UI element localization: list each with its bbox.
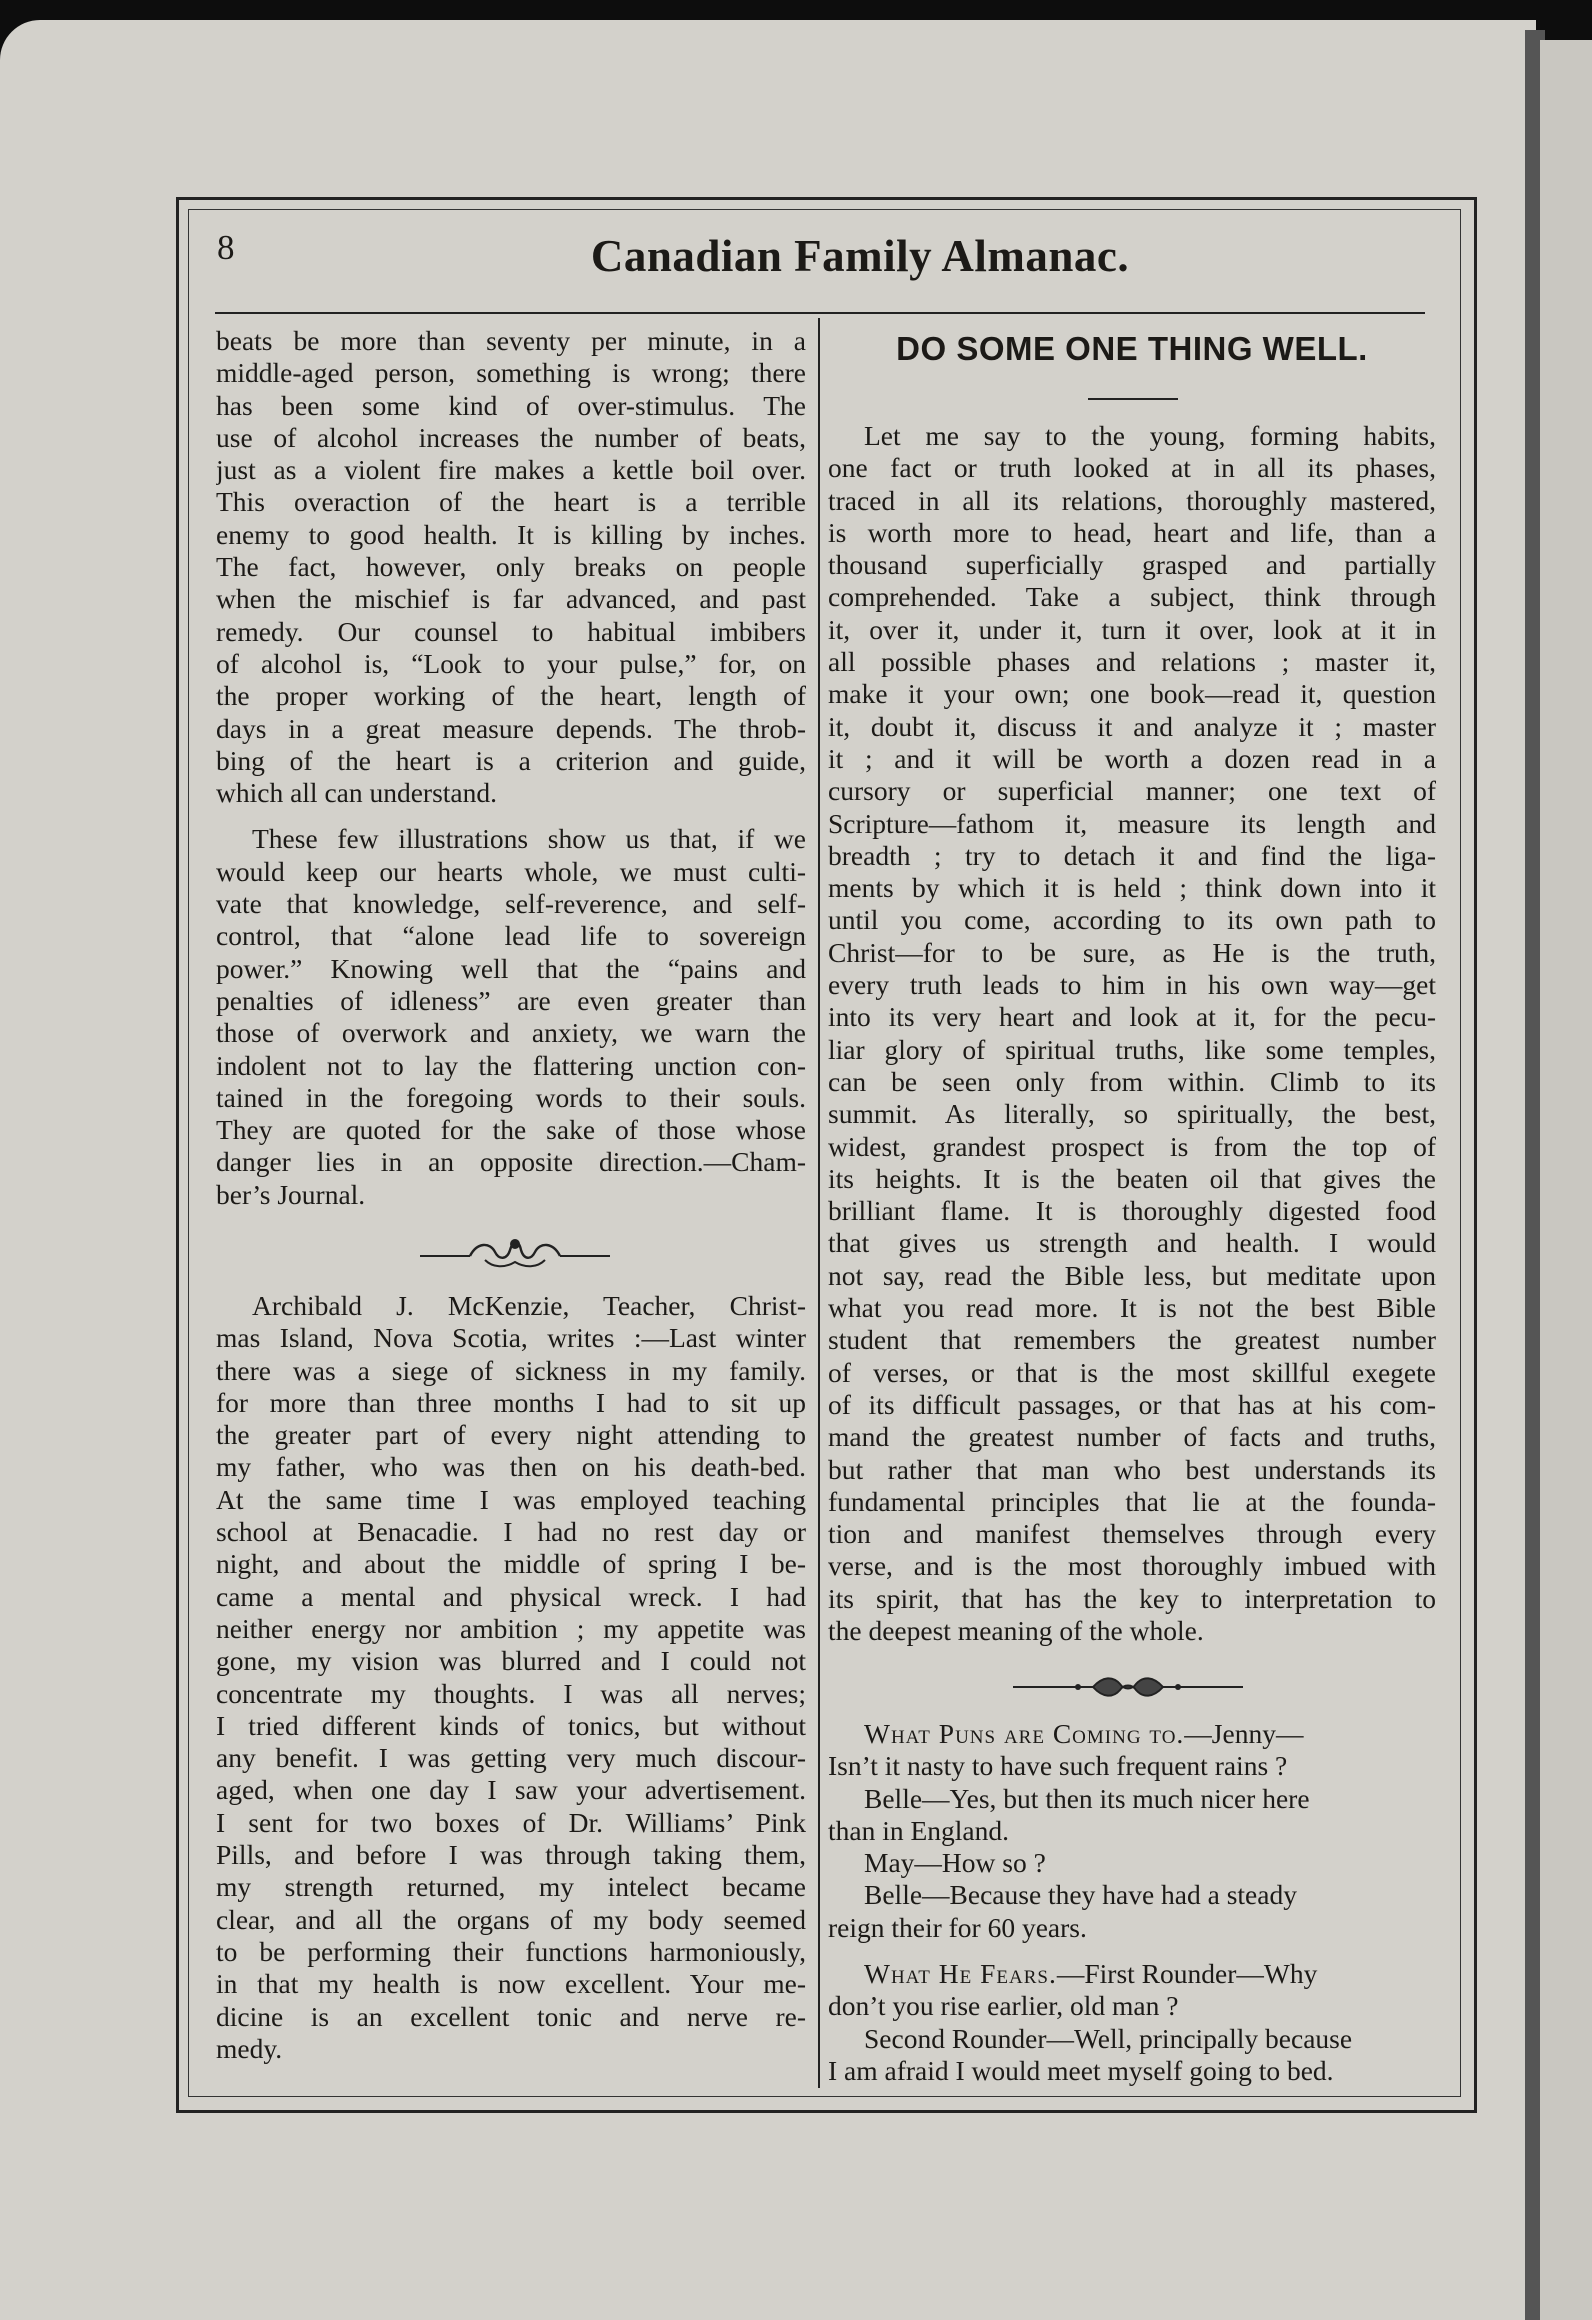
text-line: to be performing their functions harmoniously, xyxy=(216,1935,806,1967)
fears-title: What He Fears. xyxy=(864,1958,1057,1990)
text-line: The fact, however, only breaks on people xyxy=(216,551,806,583)
puns-may: May—How so ? xyxy=(864,1847,1046,1879)
text-line: the greater part of every night attending to xyxy=(216,1419,806,1451)
puns-line1-rest: —Jenny— xyxy=(1184,1718,1304,1749)
puns-first-line xyxy=(828,1718,1436,1750)
text-line: Christ—for to be sure, as He is the truth, xyxy=(828,936,1436,968)
text-line: of verses, or that is the most skillful exegete xyxy=(828,1356,1436,1388)
puns-belle2a: Belle—Because they have had a steady xyxy=(864,1879,1297,1911)
text-line: dicine is an excellent tonic and nerve re- xyxy=(216,2000,806,2032)
text-line: At the same time I was employed teaching xyxy=(216,1483,806,1515)
page-number: 8 xyxy=(217,228,235,267)
text-line: but rather that man who best understands its xyxy=(828,1453,1436,1485)
text-line: its spirit, that has the key to interpretation to xyxy=(828,1582,1436,1614)
text-line: summit. As literally, so spiritually, the best, xyxy=(828,1098,1436,1130)
illustrations-paragraph xyxy=(216,823,806,1211)
text-line: vate that knowledge, self-reverence, and self- xyxy=(216,888,806,920)
text-line: bing of the heart is a criterion and guide, xyxy=(216,744,806,776)
left-column xyxy=(216,325,806,1211)
text-line: into its very heart and look at it, for the pecu- xyxy=(828,1001,1436,1033)
text-line: concentrate my thoughts. I was all nerves; xyxy=(216,1677,806,1709)
puns-belle1a: Belle—Yes, but then its much nicer here xyxy=(864,1782,1310,1814)
text-line: has been some kind of over-stimulus. The xyxy=(216,389,806,421)
text-line: night, and about the middle of spring I be- xyxy=(216,1548,806,1580)
text-line: what you read more. It is not the best Bible xyxy=(828,1292,1436,1324)
text-line: ments by which it is held ; think down into it xyxy=(828,872,1436,904)
text-line: those of overwork and anxiety, we warn the xyxy=(216,1017,806,1049)
text-line: of alcohol is, “Look to your pulse,” for, on xyxy=(216,647,806,679)
text-line: Scripture—fathom it, measure its length and xyxy=(828,807,1436,839)
text-line: remedy. Our counsel to habitual imbibers xyxy=(216,615,806,647)
testimonial-column xyxy=(216,1290,806,2065)
text-line: cursory or superficial manner; one text of xyxy=(828,775,1436,807)
text-line: mas Island, Nova Scotia, writes :—Last winter xyxy=(216,1322,806,1354)
text-line: control, that “alone lead life to sovereign xyxy=(216,920,806,952)
text-line: breadth ; try to detach it and find the liga- xyxy=(828,839,1436,871)
text-line: of its difficult passages, or that has at his com- xyxy=(828,1388,1436,1420)
text-line: came a mental and physical wreck. I had xyxy=(216,1580,806,1612)
text-line: mand the greatest number of facts and truths, xyxy=(828,1421,1436,1453)
article-paragraph xyxy=(828,420,1436,1647)
puns-belle1b: than in England. xyxy=(828,1814,1010,1846)
text-line: middle-aged person, something is wrong; there xyxy=(216,357,806,389)
puns-line2: Isn’t it nasty to have such frequent rains ? xyxy=(828,1750,1288,1782)
text-line: verse, and is the most thoroughly imbued with xyxy=(828,1550,1436,1582)
text-line: fundamental principles that lie at the founda- xyxy=(828,1485,1436,1517)
text-line: This overaction of the heart is a terrible xyxy=(216,486,806,518)
text-line: one fact or truth looked at in all its phases, xyxy=(828,452,1436,484)
fears-line2: don’t you rise earlier, old man ? xyxy=(828,1990,1179,2022)
alcohol-paragraph xyxy=(216,325,806,809)
text-line: for more than three months I had to sit up xyxy=(216,1386,806,1418)
puns-title: What Puns are Coming to. xyxy=(864,1718,1185,1749)
text-line: Pills, and before I was through taking them, xyxy=(216,1839,806,1871)
text-line: medy. xyxy=(216,2032,283,2064)
text-line: thousand superficially grasped and partially xyxy=(828,549,1436,581)
text-line: beats be more than seventy per minute, in a xyxy=(216,325,806,356)
jokes-section xyxy=(828,1718,1436,2087)
text-line: ber’s Journal. xyxy=(216,1178,366,1210)
text-line: not say, read the Bible less, but meditate upon xyxy=(828,1259,1436,1291)
text-line: gone, my vision was blurred and I could not xyxy=(216,1645,806,1677)
text-line: danger lies in an opposite direction.—Cham- xyxy=(216,1146,806,1178)
fears-line1-rest: —First Rounder—Why xyxy=(1056,1958,1318,1990)
text-line: penalties of idleness” are even greater than xyxy=(216,984,806,1016)
text-line: liar glory of spiritual truths, like some temples, xyxy=(828,1033,1436,1065)
text-line: in that my health is now excellent. Your me- xyxy=(216,1968,806,2000)
text-line: my father, who was then on his death-bed. xyxy=(216,1451,806,1483)
text-line: it, over it, under it, turn it over, look at it in xyxy=(828,613,1436,645)
text-line: They are quoted for the sake of those whose xyxy=(216,1114,806,1146)
puns-belle2b: reign their for 60 years. xyxy=(828,1911,1087,1943)
text-line: its heights. It is the beaten oil that gives the xyxy=(828,1162,1436,1194)
text-line: tained in the foregoing words to their souls. xyxy=(216,1081,806,1113)
article-heading: DO SOME ONE THING WELL. xyxy=(896,330,1368,367)
text-line: clear, and all the organs of my body seemed xyxy=(216,1903,806,1935)
text-line: tion and manifest themselves through every xyxy=(828,1518,1436,1550)
text-line: These few illustrations show us that, if we xyxy=(252,823,806,855)
text-line: every truth leads to him in his own way—get xyxy=(828,969,1436,1001)
text-line: brilliant flame. It is thoroughly digested food xyxy=(828,1195,1436,1227)
text-line: would keep our hearts whole, we must culti- xyxy=(216,855,806,887)
text-line: just as a violent fire makes a kettle boil over. xyxy=(216,454,806,486)
text-line: power.” Knowing well that the “pains and xyxy=(216,952,806,984)
text-line: enemy to good health. It is killing by inches. xyxy=(216,518,806,550)
text-line: comprehended. Take a subject, think through xyxy=(828,581,1436,613)
text-line: Let me say to the young, forming habits, xyxy=(864,420,1436,451)
text-line: aged, when one day I saw your advertisement. xyxy=(216,1774,806,1806)
header-rule xyxy=(215,312,1425,314)
text-line: widest, grandest prospect is from the top of xyxy=(828,1130,1436,1162)
fears-line3: Second Rounder—Well, principally because xyxy=(864,2022,1353,2054)
testimonial-paragraph xyxy=(216,1290,806,2065)
text-line: it, doubt it, discuss it and analyze it ; master xyxy=(828,710,1436,742)
running-title: Canadian Family Almanac. xyxy=(590,231,1130,281)
text-line: the proper working of the heart, length of xyxy=(216,680,806,712)
text-line: I tried different kinds of tonics, but without xyxy=(216,1709,806,1741)
ornament-divider-left xyxy=(415,1232,615,1276)
text-line: traced in all its relations, thoroughly mastered, xyxy=(828,484,1436,516)
text-line: when the mischief is far advanced, and past xyxy=(216,583,806,615)
text-line: is worth more to head, heart and life, than a xyxy=(828,516,1436,548)
text-line: can be seen only from within. Climb to its xyxy=(828,1065,1436,1097)
text-line: Archibald J. McKenzie, Teacher, Christ- xyxy=(252,1290,806,1321)
text-line: it ; and it will be worth a dozen read in a xyxy=(828,742,1436,774)
text-line: which all can understand. xyxy=(216,777,498,809)
text-line: there was a siege of sickness in my family. xyxy=(216,1354,806,1386)
text-line: any benefit. I was getting very much discour- xyxy=(216,1742,806,1774)
text-line: all possible phases and relations ; master it, xyxy=(828,646,1436,678)
text-line: student that remembers the greatest number xyxy=(828,1324,1436,1356)
text-line: days in a great measure depends. The throb- xyxy=(216,712,806,744)
text-line: that gives us strength and health. I would xyxy=(828,1227,1436,1259)
text-line: the deepest meaning of the whole. xyxy=(828,1614,1204,1646)
text-line: indolent not to lay the flattering unction con- xyxy=(216,1049,806,1081)
text-line: make it your own; one book—read it, question xyxy=(828,678,1436,710)
text-line: my strength returned, my intelect became xyxy=(216,1871,806,1903)
text-line: until you come, according to its own path to xyxy=(828,904,1436,936)
text-line: neither energy nor ambition ; my appetite was xyxy=(216,1612,806,1644)
text-line: I sent for two boxes of Dr. Williams’ Pink xyxy=(216,1806,806,1838)
text-line: use of alcohol increases the number of beats, xyxy=(216,421,806,453)
fears-line4: I am afraid I would meet myself going to bed. xyxy=(828,2054,1334,2086)
adjacent-page-edge xyxy=(1540,40,1592,2320)
heading-rule xyxy=(1088,398,1178,400)
column-divider xyxy=(818,318,820,2088)
fears-first-line xyxy=(828,1958,1436,1990)
right-column xyxy=(828,420,1436,1647)
text-line: school at Benacadie. I had no rest day or xyxy=(216,1516,806,1548)
ornament-divider-right xyxy=(1008,1672,1248,1702)
